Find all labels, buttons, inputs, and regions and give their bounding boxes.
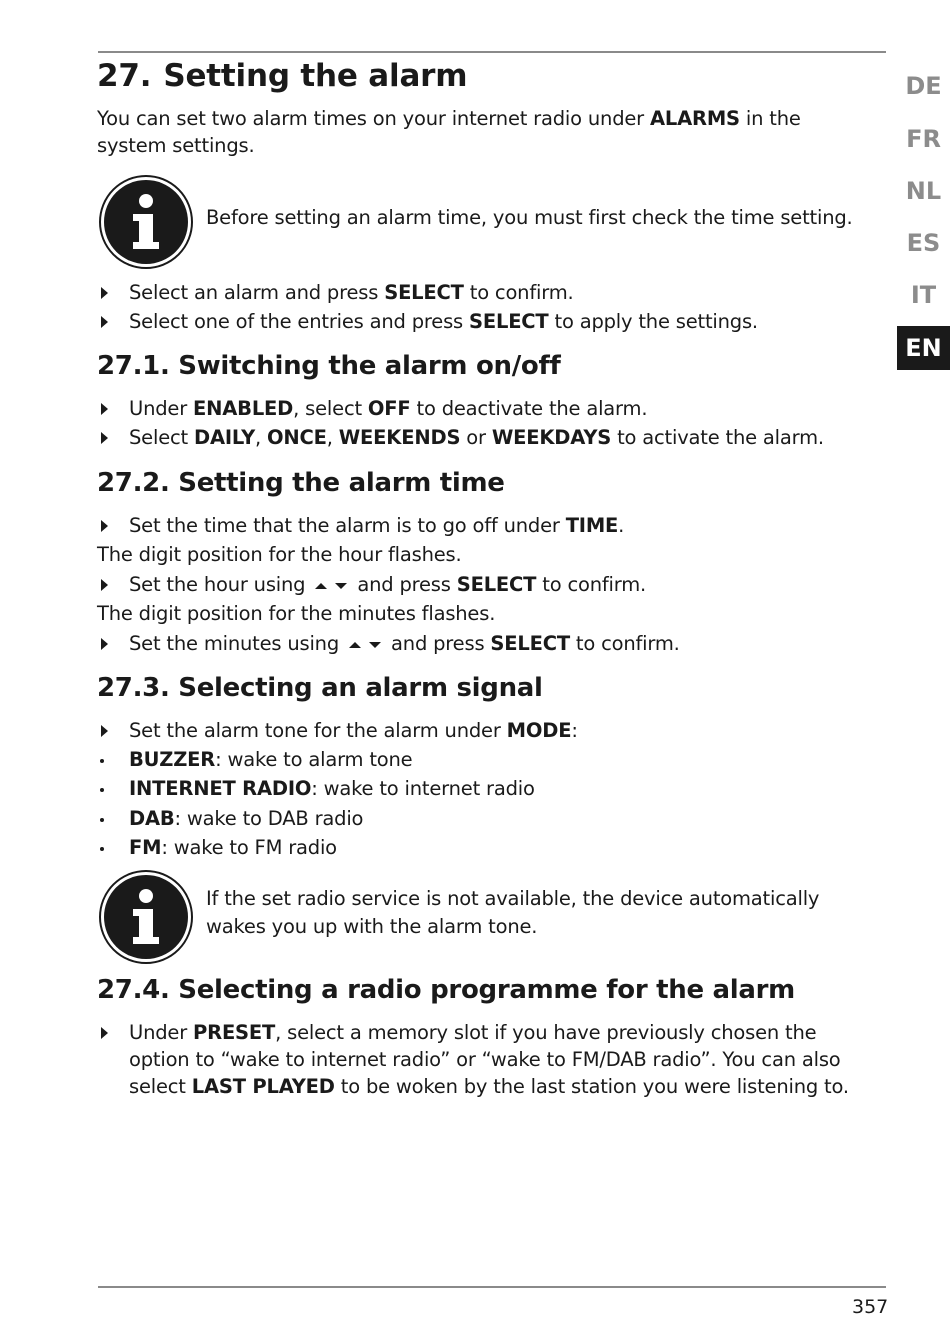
list-item: [97, 512, 867, 539]
dot-bullet-icon: [100, 759, 104, 763]
keyword: TIME: [565, 514, 619, 537]
text: to confirm.: [569, 632, 680, 655]
dot-bullet-icon: [100, 788, 104, 792]
triangle-bullet-icon: [101, 579, 108, 591]
arrow-up-icon: [314, 581, 328, 591]
triangle-bullet-icon: [101, 432, 108, 444]
keyword: PRESET: [193, 1021, 276, 1044]
list-item: [97, 279, 867, 306]
text: or: [460, 426, 492, 449]
list-item: [97, 834, 867, 861]
keyword: ONCE: [267, 426, 327, 449]
keyword: DAILY: [193, 426, 256, 449]
keyword: SELECT: [456, 573, 537, 596]
keyword: INTERNET RADIO: [129, 777, 312, 800]
keyword: WEEKENDS: [338, 426, 461, 449]
text: Set the hour using: [129, 573, 312, 596]
text: Select: [129, 426, 194, 449]
keyword: SELECT: [469, 310, 549, 333]
info-note: Before setting an alarm time, you must first check the time setting.: [206, 206, 853, 229]
keyword: OFF: [367, 397, 411, 420]
section-heading: 27.2. Setting the alarm time: [97, 468, 505, 498]
text: to confirm.: [536, 573, 647, 596]
list-item: [97, 630, 867, 657]
language-tab-nl[interactable]: NL: [905, 177, 942, 205]
text: Select an alarm and press: [129, 281, 385, 304]
list-item: [97, 805, 867, 832]
text: and press: [385, 632, 491, 655]
text: and press: [351, 573, 457, 596]
text: .: [618, 514, 625, 537]
list-item: [97, 395, 867, 422]
intro-paragraph: [97, 105, 867, 159]
keyword: MODE: [506, 719, 572, 742]
text: ,: [255, 426, 268, 449]
section-number: 27.: [97, 58, 152, 94]
keyword: DAB: [129, 807, 175, 830]
text: in the system settings.: [97, 107, 801, 157]
triangle-bullet-icon: [101, 287, 108, 299]
text: to activate the alarm.: [611, 426, 824, 449]
text: Set the time that the alarm is to go off under: [129, 514, 566, 537]
language-tab-es[interactable]: ES: [906, 229, 941, 257]
keyword: WEEKDAYS: [491, 426, 612, 449]
text: : wake to alarm tone: [215, 748, 413, 771]
keyword: ENABLED: [193, 397, 294, 420]
keyword: LAST PLAYED: [191, 1075, 335, 1098]
triangle-bullet-icon: [101, 638, 108, 650]
arrow-down-icon: [334, 581, 348, 591]
language-tab-en[interactable]: EN: [897, 326, 950, 370]
text: You can set two alarm times on your internet radio under: [97, 107, 650, 130]
keyword: ALARMS: [650, 107, 740, 130]
section-title: Setting the alarm: [163, 58, 468, 94]
text: , select: [293, 397, 368, 420]
text: , select a memory slot if you have previously chosen the option to “wake to internet radio” or “wake to FM/DAB radio”. You can also select: [129, 1021, 841, 1098]
page-number: 357: [852, 1296, 889, 1318]
text: Set the minutes using: [129, 632, 346, 655]
text: Under: [129, 397, 194, 420]
section-heading: 27.1. Switching the alarm on/off: [97, 351, 561, 381]
paragraph: The digit position for the hour flashes.: [97, 543, 462, 566]
keyword: FM: [129, 836, 162, 859]
text: : wake to DAB radio: [174, 807, 364, 830]
text: : wake to FM radio: [161, 836, 337, 859]
text: to deactivate the alarm.: [410, 397, 648, 420]
text: to be woken by the last station you were listening to.: [334, 1075, 849, 1098]
text: to confirm.: [463, 281, 574, 304]
triangle-bullet-icon: [101, 1027, 108, 1039]
text: :: [571, 719, 578, 742]
page-title: [97, 58, 467, 94]
language-tab-fr[interactable]: FR: [906, 125, 941, 153]
text: Select one of the entries and press: [129, 310, 469, 333]
keyword: SELECT: [490, 632, 570, 655]
arrow-down-icon: [368, 640, 382, 650]
keyword: SELECT: [384, 281, 464, 304]
info-icon: [98, 174, 194, 270]
triangle-bullet-icon: [101, 520, 108, 532]
info-icon: [98, 869, 194, 965]
list-item: [97, 717, 867, 744]
list-item: [97, 1019, 867, 1100]
dot-bullet-icon: [100, 847, 104, 851]
dot-bullet-icon: [100, 818, 104, 822]
triangle-bullet-icon: [101, 403, 108, 415]
list-item: [97, 746, 867, 773]
section-heading: 27.4. Selecting a radio programme for the alarm: [97, 975, 795, 1005]
arrow-up-icon: [348, 640, 362, 650]
keyword: BUZZER: [129, 748, 216, 771]
top-rule: [98, 51, 886, 53]
list-item: [97, 424, 867, 451]
bottom-rule: [98, 1286, 886, 1288]
text: ,: [326, 426, 339, 449]
section-heading: 27.3. Selecting an alarm signal: [97, 673, 543, 703]
paragraph: The digit position for the minutes flashes.: [97, 602, 496, 625]
list-item: [97, 571, 867, 598]
triangle-bullet-icon: [101, 316, 108, 328]
text: Set the alarm tone for the alarm under: [129, 719, 507, 742]
triangle-bullet-icon: [101, 725, 108, 737]
text: : wake to internet radio: [311, 777, 535, 800]
text: Under: [129, 1021, 194, 1044]
language-tab-de[interactable]: DE: [905, 72, 942, 100]
language-tab-it[interactable]: IT: [910, 281, 937, 309]
info-note: If the set radio service is not available, the device automatically wakes you up with the alarm tone.: [206, 887, 820, 938]
list-item: [97, 308, 867, 335]
text: to apply the settings.: [548, 310, 758, 333]
list-item: [97, 775, 867, 802]
